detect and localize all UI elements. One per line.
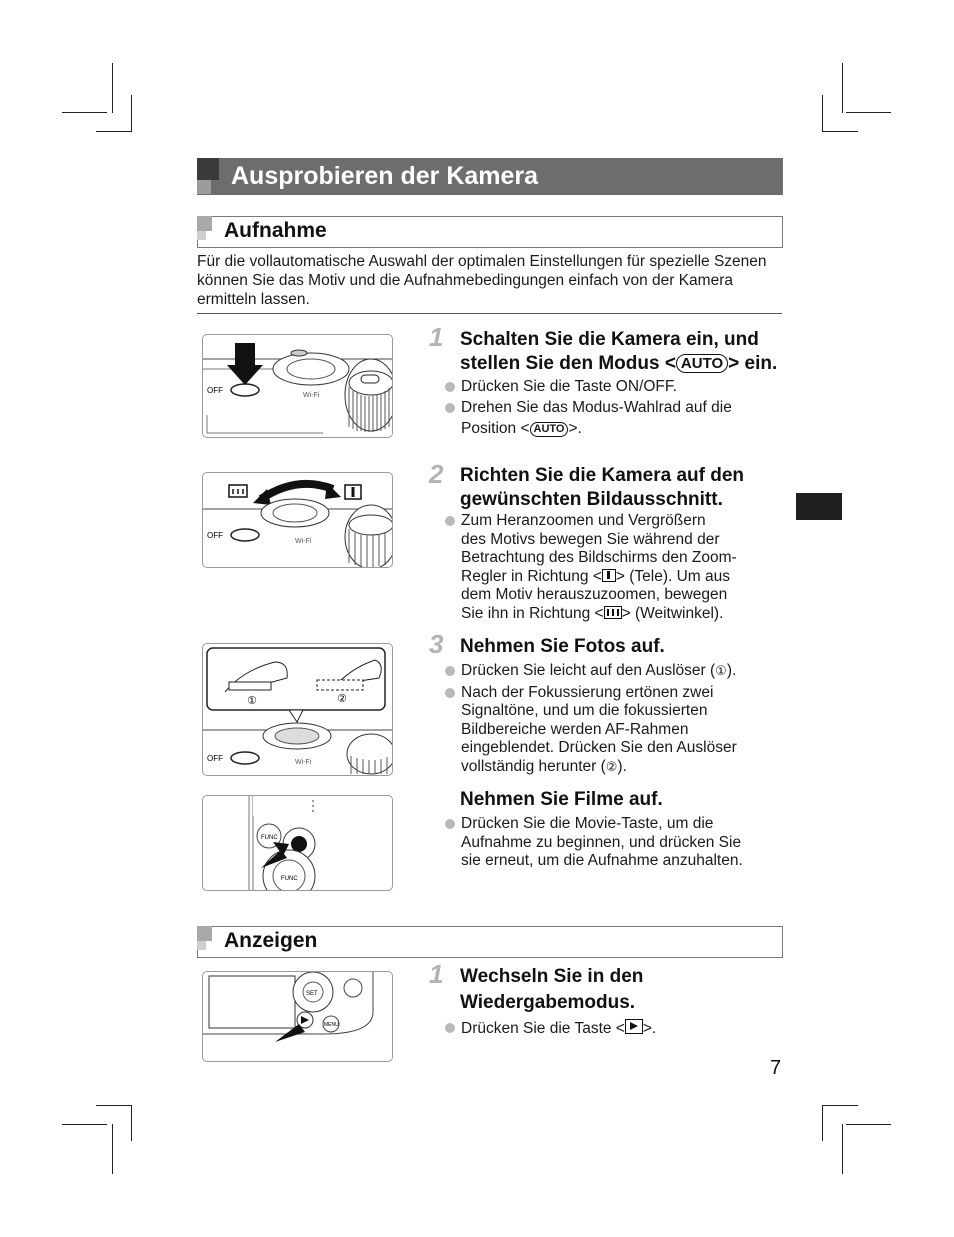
page-title-bar — [197, 158, 783, 195]
bullet-text: Regler in Richtung < — [461, 567, 602, 585]
crop-mark — [822, 131, 858, 132]
bullet-list — [443, 1019, 788, 1041]
bullet-text: Nach der Fokussierung ertönen zwei — [461, 683, 714, 701]
func-label: FUNC — [261, 835, 278, 841]
title-square-icon — [197, 180, 211, 194]
bullet-list — [443, 512, 788, 625]
off-label: OFF — [207, 531, 223, 540]
crop-mark — [131, 95, 132, 131]
bullet-list — [443, 378, 788, 441]
crop-mark — [62, 112, 107, 113]
step-title-text: > ein. — [728, 353, 778, 374]
step-number: 3 — [429, 629, 444, 659]
menu-label: MENU — [324, 1022, 339, 1028]
page-number: 7 — [770, 1057, 782, 1079]
step-title-line: gewünschten Bildausschnitt. — [460, 489, 723, 510]
chapter-tab-marker — [796, 493, 842, 520]
crop-mark — [846, 1124, 891, 1125]
section-square-icon — [197, 231, 206, 240]
section-square-icon — [197, 941, 206, 950]
step-title — [460, 464, 744, 512]
bullet-text: ). — [617, 757, 627, 775]
bullet-text: Signaltöne, und um die fokussierten — [461, 702, 708, 719]
bullet-text: Aufnahme zu beginnen, und drücken Sie — [461, 833, 742, 851]
crop-mark — [822, 95, 823, 131]
set-label: SET — [306, 991, 318, 997]
step-title: Nehmen Sie Fotos auf. — [460, 636, 665, 657]
section-square-icon — [197, 926, 212, 941]
bullet-text: > (Tele). Um aus — [615, 567, 731, 585]
wifi-label: Wi-Fi — [295, 538, 312, 545]
bullet-text: >. — [642, 1020, 657, 1037]
step-title-line: Richten Sie die Kamera auf den — [460, 465, 745, 486]
step-title — [460, 328, 777, 376]
wifi-label: Wi-Fi — [303, 392, 320, 399]
mark-1: ① — [247, 694, 257, 707]
step-title: Nehmen Sie Filme auf. — [460, 789, 663, 810]
mark-1: ① — [715, 664, 727, 679]
crop-mark — [842, 63, 843, 113]
step-title-line: Wechseln Sie in den — [460, 966, 644, 987]
step-title-line — [460, 352, 777, 376]
bullet-text: dem Motiv herauszuzoomen, bewegen — [461, 586, 728, 603]
off-label: OFF — [207, 754, 223, 763]
crop-mark — [112, 63, 113, 113]
func-label: FUNC — [281, 876, 298, 882]
crop-mark — [112, 1124, 113, 1174]
bullet-text: Sie ihn in Richtung < — [461, 604, 604, 622]
step-title-text: stellen Sie den Modus < — [460, 353, 676, 374]
crop-mark — [822, 1105, 858, 1106]
mark-2: ② — [605, 759, 618, 775]
step-number: 1 — [429, 959, 444, 989]
step-number: 2 — [429, 459, 444, 489]
divider — [197, 313, 782, 314]
bullet-item: Drücken Sie die Taste ON/OFF. — [443, 378, 788, 397]
illustration-movie-button — [202, 795, 393, 891]
wide-angle-icon — [604, 606, 622, 619]
bullet-text: Drücken Sie leicht auf den Auslöser ( — [461, 662, 716, 679]
bullet-text: des Motivs bewegen Sie während der — [461, 530, 720, 548]
step-title-line: Wiedergabemodus. — [460, 992, 636, 1013]
crop-mark — [822, 1105, 823, 1141]
step-title — [460, 964, 643, 1016]
crop-mark — [62, 1124, 107, 1125]
bullet-text: sie erneut, um die Aufnahme anzuhalten. — [461, 852, 743, 869]
intro-paragraph: Für die vollautomatische Auswahl der optimalen Einstellungen für spezielle Szenen können Sie das Motiv und die Aufnahmebedingungen einfach von der Kamera ermitteln lassen. — [197, 253, 767, 308]
bullet-text: Drehen Sie das Modus-Wahlrad auf die — [461, 398, 732, 416]
bullet-list — [443, 662, 788, 779]
section-square-icon — [197, 216, 212, 231]
illustration-power-button — [202, 334, 393, 438]
off-label: OFF — [207, 386, 223, 395]
bullet-text: ). — [726, 662, 737, 679]
bullet-text — [461, 758, 788, 778]
bullet-item — [443, 684, 788, 778]
section-heading-aufnahme — [197, 216, 783, 248]
bullet-text: > (Weitwinkel). — [621, 604, 724, 622]
bullet-list — [443, 815, 788, 873]
auto-mode-icon: AUTO — [676, 354, 728, 373]
bullet-item — [443, 512, 788, 623]
bullet-text: >. — [568, 420, 582, 437]
step-title-line: Schalten Sie die Kamera ein, und — [460, 329, 759, 350]
mark-2: ② — [337, 692, 347, 705]
bullet-text — [461, 605, 788, 624]
section-title: Aufnahme — [224, 219, 327, 242]
section-title: Anzeigen — [224, 929, 318, 952]
title-square-icon — [197, 158, 219, 180]
section-heading-anzeigen — [197, 926, 783, 958]
illustration-zoom-lever — [202, 472, 393, 568]
illustration-playback-button — [202, 971, 393, 1062]
crop-mark — [96, 131, 132, 132]
bullet-text: vollständig herunter ( — [461, 757, 606, 775]
wifi-label: Wi-Fi — [295, 759, 312, 766]
crop-mark — [842, 1124, 843, 1174]
crop-mark — [96, 1105, 132, 1106]
bullet-text: Bildbereiche werden AF-Rahmen — [461, 720, 689, 738]
bullet-item — [443, 1019, 788, 1039]
page-title: Ausprobieren der Kamera — [231, 162, 539, 190]
crop-mark — [846, 112, 891, 113]
bullet-text: Position < — [461, 420, 530, 437]
auto-mode-icon: AUTO — [530, 422, 569, 437]
step-number: 1 — [429, 322, 444, 352]
bullet-text: Betrachtung des Bildschirms den Zoom- — [461, 549, 737, 566]
bullet-text: Zum Heranzoomen und Vergrößern — [461, 512, 706, 529]
playback-icon — [625, 1019, 643, 1034]
crop-mark — [131, 1105, 132, 1141]
bullet-text: Drücken Sie die Movie-Taste, um die — [461, 815, 714, 832]
illustration-shutter-button — [202, 643, 393, 776]
bullet-item — [443, 662, 788, 682]
bullet-text — [461, 568, 788, 587]
bullet-text: Drücken Sie die Taste < — [461, 1020, 625, 1037]
bullet-item — [443, 815, 788, 871]
tele-icon — [602, 569, 616, 582]
bullet-text — [461, 420, 788, 439]
bullet-item — [443, 399, 788, 439]
bullet-text: eingeblendet. Drücken Sie den Auslöser — [461, 739, 737, 756]
